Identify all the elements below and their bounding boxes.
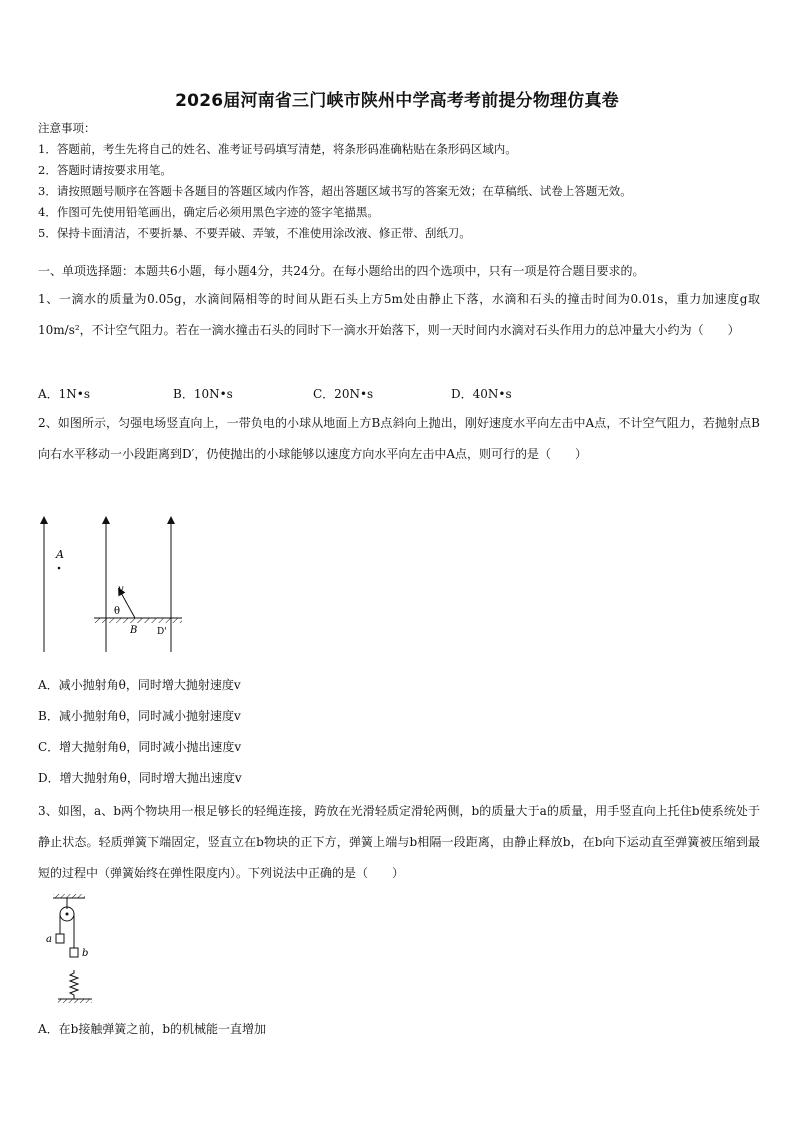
question-1-option-c: C．20N•s [313, 387, 374, 401]
floor-hatch [58, 999, 92, 1003]
notice-item: 4．作图可先使用铅笔画出，确定后必须用黑色字迹的签字笔描黑。 [38, 205, 379, 219]
question-1-option-a: A．1N•s [38, 387, 91, 401]
pulley-axle [66, 913, 69, 916]
notice-item: 2．答题时请按要求用笔。 [38, 163, 172, 177]
notice-heading: 注意事项： [38, 121, 96, 135]
question-2-option-a: A．减小抛射角θ，同时增大抛射速度v [38, 678, 241, 692]
block-b [70, 948, 78, 957]
question-2-option-b: B．减小抛射角θ，同时减小抛射速度v [38, 709, 241, 723]
ground-hatch [94, 618, 182, 623]
question-3-stem: 3、如图，a、b两个物块用一根足够长的轻绳连接，跨放在光滑轻质定滑轮两侧，b的质量大于a的质量，用手竖直向上托住b使系统处于静止状态。轻质弹簧下端固定，竖直立在b物块的正下方，弹簧上端与b相隔一段距离，由静止释放b，在b向下运动直至弹簧被压缩到最短的过程中（弹簧始终在弹性限度内）。下列说法中正确的是（ ） [38, 804, 760, 880]
point-d-label: D' [157, 627, 167, 637]
question-3-option-a: A．在b接触弹簧之前，b的机械能一直增加 [38, 1022, 267, 1036]
question-1-options [38, 385, 512, 402]
notice-item: 5．保持卡面清洁，不要折暴、不要弄破、弄皱，不准使用涂改液、修正带、刮纸刀。 [38, 226, 471, 240]
block-a [56, 934, 64, 943]
field-diagram-svg [36, 512, 196, 657]
question-1-option-b: B．10N•s [173, 387, 233, 401]
question-2-option-c: C．增大抛射角θ，同时减小抛出速度v [38, 740, 242, 754]
spring [70, 970, 78, 999]
question-2-option-d: D．增大抛射角θ，同时增大抛出速度v [38, 771, 242, 785]
notice-block [38, 118, 768, 244]
question-2-figure [36, 512, 196, 657]
question-1-option-d: D．40N•s [451, 387, 512, 401]
question-2-stem: 2、如图所示，匀强电场竖直向上，一带负电的小球从地面上方B点斜向上抛出，刚好速度水平向左击中A点，不计空气阻力，若抛射点B向右水平移动一小段距离到D′，仍使抛出的小球能够以速度方向水平向左击中A点，则可行的是（ ） [38, 416, 760, 461]
question-3-figure [38, 892, 108, 1010]
point-a-dot [58, 567, 61, 570]
velocity-arrow [120, 591, 135, 618]
notice-item: 3．请按照题号顺序在答题卡各题目的答题区域内作答，超出答题区域书写的答案无效；在草稿纸、试卷上答题无效。 [38, 184, 632, 198]
point-a-label: A [56, 548, 64, 561]
point-b-label: B [130, 625, 138, 636]
block-b-label: b [82, 948, 89, 959]
pulley-diagram-svg [38, 892, 108, 1010]
section-heading: 一、单项选择题：本题共6小题，每小题4分，共24分。在每小题给出的四个选项中，只有一项是符合题目要求的。 [38, 264, 645, 278]
velocity-label: v [118, 584, 124, 595]
ceiling-hatch [53, 894, 85, 898]
page-title: 2026届河南省三门峡市陕州中学高考考前提分物理仿真卷 [175, 91, 619, 111]
question-1-stem: 1、一滴水的质量为0.05g，水滴间隔相等的时间从距石头上方5m处由静止下落，水滴和石头的撞击时间为0.01s，重力加速度g取10m/s²，不计空气阻力。若在一滴水撞击石头的同时下一滴水开始落下，则一天时间内水滴对石头作用力的总冲量大小约为（ ） [38, 292, 760, 337]
block-a-label: a [46, 934, 52, 945]
notice-item: 1．答题前，考生先将自己的姓名、准考证号码填写清楚，将条形码准确粘贴在条形码区域内。 [38, 142, 517, 156]
angle-label: θ [114, 606, 121, 617]
